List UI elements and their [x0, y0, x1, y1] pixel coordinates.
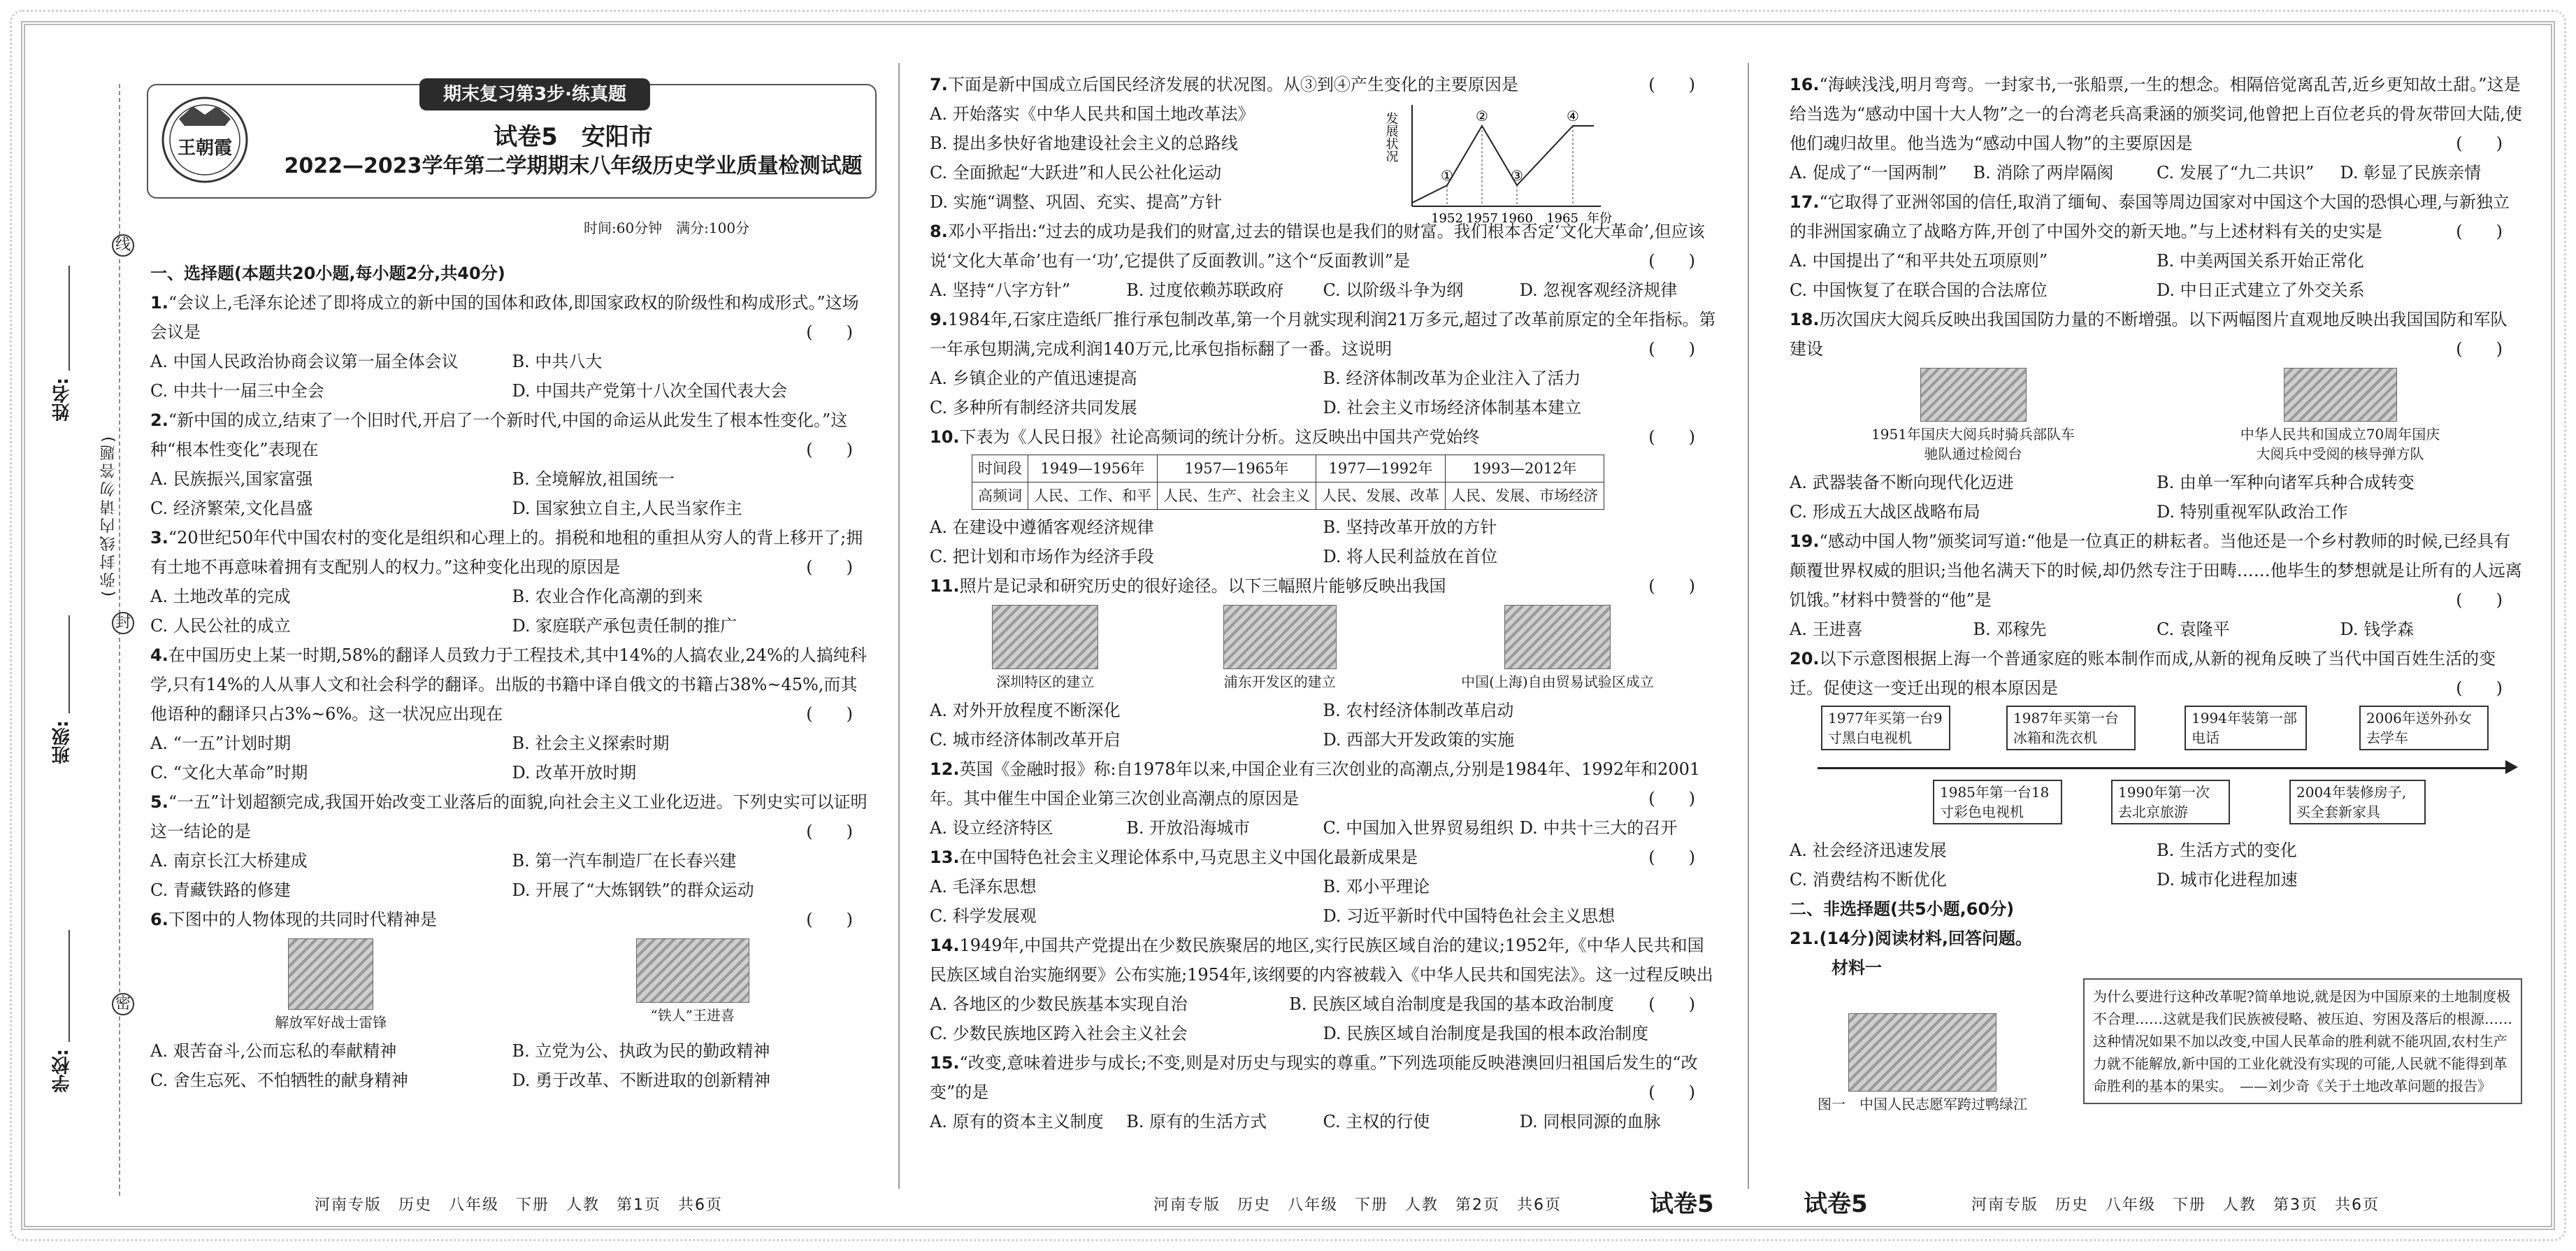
chart-point: ②: [1476, 108, 1488, 124]
option[interactable]: D. 开展了“大炼钢铁”的群众运动: [512, 880, 754, 900]
option[interactable]: B. 邓小平理论: [1323, 877, 1430, 896]
photo-wang-jinxi: “铁人”王进喜: [636, 938, 749, 1032]
option[interactable]: A. 中国人民政治协商会议第一届全体会议: [150, 352, 459, 371]
photo-parade-1951: 1951年国庆大阅兵时骑兵部队车驰队通过检阅台: [1869, 368, 2078, 464]
option[interactable]: C. 发展了“九二共识”: [2157, 163, 2315, 183]
option[interactable]: C. 以阶级斗争为纲: [1323, 280, 1464, 300]
option[interactable]: A. 乡镇企业的产值迅速提高: [930, 369, 1137, 388]
answer-slot[interactable]: ( ): [2456, 134, 2503, 153]
question-stem: 在中国历史上某一时期,58%的翻译人员致力于工程技术,其中14%的人搞农业,24%的人搞纯科学,只有14%的人从事人文和社会科学的翻译。出版的书籍中译自俄文的书籍占38%~45%,而其他语种的翻译只占3%~6%。这一状况应出现在: [150, 645, 867, 724]
timeline-event: 1990年第一次去北京旅游: [2111, 780, 2230, 824]
option[interactable]: C. 中国恢复了在联合国的合法席位: [1790, 280, 2048, 300]
question-stem: 1949年,中国共产党提出在少数民族聚居的地区,实行民族区域自治的建议;1952年,《中华人民共和国民族区域自治实施纲要》公布实施;1954年,该纲要的内容被载入《中华人民共和国宪法》。这一过程反映出: [930, 936, 1713, 985]
question-stem: 照片是记录和研究历史的很好途径。以下三幅照片能够反映出我国: [959, 576, 1446, 596]
question-20: 20.以下示意图根据上海一个普通家庭的账本制作而成,从新的视角反映了当代中国百姓生活的变迁。促使这一变迁出现的根本原因是 ( ) 1977年买第一台9寸黑白电视机 1985年第一台18寸彩色电视机 1987年买第一台冰箱和洗衣机 1990年第一次去北京旅游 1994年装第一部电话 2004年装修房子,买全套新家具 2006年送外孙女去学车 A. 社会经济迅速发展 B. 生活方式的变化 C. 消费结构不断优化 D. 城市化进程加速: [1790, 644, 2524, 894]
question-6: [150, 905, 874, 1095]
chart-xlabel: 年份: [1587, 211, 1612, 226]
frequency-table: 时间段 1949—1956年 1957—1965年 1977—1992年 1993—2012年 高频词 人民、工作、和平 人民、生产、社会主义 人民、发展、改革 人民、发展、市场经济: [972, 455, 1604, 510]
class-label: 班级:: [52, 720, 73, 764]
seal-mark: 线: [112, 234, 134, 257]
question-18: 18.历次国庆大阅兵反映出我国国防力量的不断增强。以下两幅图片直观地反映出我国国防和军队建设 ( ) 1951年国庆大阅兵时骑兵部队车驰队通过检阅台 中华人民共和国成立70周年国庆大阅兵中受阅的核导弹方队 A. 武器装备不断向现代化迈进 B. 由单一军种向诸军兵种合成转变 C. 形成五大战区战略布局 D. 特别重视军队政治工作: [1790, 305, 2524, 527]
exam-subtitle: 2022—2023学年第二学期期末八年级历史学业质量检测试题: [284, 154, 863, 178]
option[interactable]: A. 各地区的少数民族基本实现自治: [930, 994, 1188, 1014]
question-stem: 邓小平指出:“过去的成功是我们的财富,过去的错误也是我们的财富。我们根本否定‘文化大革命’,但应该说‘文化大革命’也有一‘功’,它提供了反面教训。”这个“反面教训”是: [930, 222, 1705, 271]
question-5: [150, 787, 874, 905]
option[interactable]: B. 由单一军种向诸军兵种合成转变: [2157, 473, 2415, 492]
question-17: 17.“它取得了亚洲邻国的信任,取消了缅甸、泰国等周边国家对中国这个大国的恐惧心理,与新独立的非洲国家确立了战略方阵,开创了中国外交的新天地。”与上述材料有关的史实是 ( ) A. 中国提出了“和平共处五项原则” B. 中美两国关系开始正常化 C. 中国恢复了在联合国的合法席位 D. 中日正式建立了外交关系: [1790, 187, 2524, 305]
material-quote: 为什么要进行这种改革呢?简单地说,就是因为中国原来的土地制度极不合理……这就是我们民族被侵略、被压迫、穷困及落后的根源……这种情况如果不加以改变,中国人民革命的胜利就不能巩固,农村生产力就不能解放,新中国的工业化就没有实现的可能,人民就不能得到革命胜利的基本的果实。 ——刘少奇《关于土地改革问题的报告》: [2083, 978, 2522, 1104]
timeline-event: 1994年装第一部电话: [2185, 706, 2307, 750]
question-2: [150, 406, 874, 523]
photo-parade-2019: 中华人民共和国成立70周年国庆大阅兵中受阅的核导弹方队: [2236, 368, 2445, 464]
question-number: 3.: [150, 528, 168, 548]
answer-slot[interactable]: ( ): [1648, 576, 1695, 596]
option[interactable]: A. 原有的资本主义制度: [930, 1112, 1104, 1131]
question-stem: “新中国的成立,结束了一个旧时代,开启了一个新时代,中国的命运从此发生了根本性变化。”这种“根本性变化”表现在: [150, 410, 848, 459]
question-number: 2.: [150, 410, 168, 430]
answer-slot[interactable]: ( ): [1648, 427, 1695, 447]
option[interactable]: B. 邓稼先: [1973, 620, 2047, 639]
question-stem: 下表为《人民日报》社论高频词的统计分析。这反映出中国共产党始终: [959, 427, 1480, 447]
answer-slot[interactable]: ( ): [806, 557, 853, 577]
answer-slot[interactable]: ( ): [806, 910, 853, 929]
option[interactable]: A. “一五”计划时期: [150, 734, 292, 753]
answer-slot[interactable]: ( ): [1648, 789, 1695, 808]
option[interactable]: C. 形成五大战区战略布局: [1790, 502, 1980, 522]
option[interactable]: D. 中共十三大的召开: [1519, 818, 1678, 838]
question-13: 13.在中国特色社会主义理论体系中,马克思主义中国化最新成果是 ( ) A. 毛泽东思想 B. 邓小平理论 C. 科学发展观 D. 习近平新时代中国特色社会主义思想: [930, 843, 1716, 931]
option[interactable]: C. 舍生忘死、不怕牺牲的献身精神: [150, 1071, 408, 1090]
page-footer: 河南专版 历史 八年级 下册 人教 第1页 共6页: [315, 1196, 723, 1214]
answer-slot[interactable]: ( ): [1648, 1082, 1695, 1102]
chart-tick: 1960: [1501, 211, 1533, 226]
chart-point: ③: [1511, 167, 1523, 184]
chart-tick: 1957: [1466, 211, 1498, 226]
question-stem: “会议上,毛泽东论述了即将成立的新中国的国体和政体,即国家政权的阶级性和构成形式。”这场会议是: [150, 293, 859, 342]
option[interactable]: D. 勇于改革、不断进取的创新精神: [512, 1071, 771, 1090]
option[interactable]: B. 提出多快好省地建设社会主义的总路线: [930, 134, 1238, 153]
question-8: 8.邓小平指出:“过去的成功是我们的财富,过去的错误也是我们的财富。我们根本否定‘文化大革命’,但应该说‘文化大革命’也有一‘功’,它提供了反面教训。”这个“反面教训”是 ( ) A. 坚持“八字方针” B. 过度依赖苏联政府 C. 以阶级斗争为纲 D. 忽视客观经济规律: [930, 217, 1716, 305]
option[interactable]: B. 过度依赖苏联政府: [1126, 280, 1284, 300]
page-footer: 河南专版 历史 八年级 下册 人教 第2页 共6页: [1153, 1196, 1562, 1214]
option[interactable]: A. 王进喜: [1790, 620, 1863, 639]
question-11: 11.照片是记录和研究历史的很好途径。以下三幅照片能够反映出我国 ( ) 深圳特区的建立 浦东开发区的建立 中国(上海)自由贸易试验区成立 A. 对外开放程度不断深化 B. 农村经济体制改革启动 C. 城市经济体制改革开启 D. 西部大开发政策的实施: [930, 571, 1716, 755]
answer-slot[interactable]: ( ): [2456, 678, 2503, 698]
option[interactable]: A. 开始落实《中华人民共和国土地改革法》: [930, 104, 1255, 124]
chart-tick: 1952: [1431, 211, 1463, 226]
answer-slot[interactable]: ( ): [1648, 251, 1695, 271]
question-3: [150, 523, 874, 641]
option[interactable]: D. 中日正式建立了外交关系: [2157, 280, 2365, 300]
school-blank[interactable]: [69, 930, 70, 1042]
option[interactable]: D. 同根同源的血脉: [1519, 1112, 1661, 1131]
answer-slot[interactable]: ( ): [806, 822, 853, 841]
option[interactable]: C. 中国加入世界贸易组织: [1323, 818, 1514, 838]
option[interactable]: A. 毛泽东思想: [930, 877, 1037, 896]
question-stem: 在中国特色社会主义理论体系中,马克思主义中国化最新成果是: [959, 848, 1418, 867]
page-footer: 河南专版 历史 八年级 下册 人教 第3页 共6页: [1971, 1196, 2380, 1214]
column-2: [930, 70, 1716, 1136]
section-heading: 一、选择题(本题共20小题,每小题2分,共40分): [150, 264, 505, 283]
question-stem: “一五”计划超额完成,我国开始改变工业落后的面貌,向社会主义工业化迈进。下列史实可以证明这一结论的是: [150, 792, 868, 841]
paper-tag: 试卷5: [1804, 1190, 1868, 1218]
chart-point: ①: [1441, 167, 1453, 184]
option[interactable]: B. 经济体制改革为企业注入了活力: [1323, 369, 1581, 388]
question-stem: 以下示意图根据上海一个普通家庭的账本制作而成,从新的视角反映了当代中国百姓生活的变迁。促使这一变迁出现的根本原因是: [1790, 649, 2496, 698]
option[interactable]: C. 消费结构不断优化: [1790, 870, 1947, 889]
answer-slot[interactable]: ( ): [1648, 994, 1695, 1014]
answer-slot[interactable]: ( ): [1648, 339, 1695, 359]
question-stem: 英国《金融时报》称:自1978年以来,中国企业有三次创业的高潮点,分别是1984年、1992年和2001年。其中催生中国企业第三次创业高潮点的原因是: [930, 759, 1701, 808]
option[interactable]: D. 城市化进程加速: [2157, 870, 2298, 889]
option[interactable]: C. 科学发展观: [930, 906, 1037, 926]
section-2: [1790, 894, 2524, 1113]
seal-mark: 封: [112, 612, 134, 634]
question-7: 7.下面是新中国成立后国民经济发展的状况图。从③到④产生变化的主要原因是 ( ) A. 开始落实《中华人民共和国土地改革法》 B. 提出多快好省地建设社会主义的总路线 C. 全面掀起“大跃进”和人民公社化运动 D. 实施“调整、巩固、充实、提高”方针 发展状况 ① ② ③ ④ 1952 1957 1960 1965 年份: [930, 70, 1716, 217]
paper-tag: 试卷5: [1650, 1190, 1714, 1218]
column-3: [1790, 70, 2524, 1113]
option[interactable]: B. 生活方式的变化: [2157, 841, 2297, 860]
option[interactable]: A. 坚持“八字方针”: [930, 280, 1071, 300]
question-9: 9.1984年,石家庄造纸厂推行承包制改革,第一个月就实现利润21万多元,超过了改革前原定的全年指标。第一年承包期满,完成利润140万元,比承包指标翻了一番。这说明 ( ) A. 乡镇企业的产值迅速提高 B. 经济体制改革为企业注入了活力 C. 多种所有制经济共同发展 D. 社会主义市场经济体制基本建立: [930, 305, 1716, 422]
question-stem: 1984年,石家庄造纸厂推行承包制改革,第一个月就实现利润21万多元,超过了改革前原定的全年指标。第一年承包期满,完成利润140万元,比承包指标翻了一番。这说明: [930, 310, 1716, 359]
question-stem: “改变,意味着进步与成长;不变,则是对历史与现实的尊重。”下列选项能反映港澳回归祖国后发生的“改变”的是: [930, 1053, 1698, 1102]
column-1: [150, 259, 874, 1095]
household-timeline: [1790, 703, 2524, 836]
option[interactable]: D. 特别重视军队政治工作: [2157, 502, 2348, 522]
option[interactable]: D. 国家独立自主,人民当家作主: [512, 499, 742, 518]
economy-chart: [1383, 98, 1615, 227]
option[interactable]: A. 在建设中遵循客观经济规律: [930, 517, 1154, 537]
option[interactable]: B. 中美两国关系开始正常化: [2157, 251, 2364, 271]
option[interactable]: A. 武器装备不断向现代化迈进: [1790, 473, 2014, 492]
option[interactable]: C. 人民公社的成立: [150, 616, 291, 636]
chart-ylabel: 发展状况: [1383, 112, 1399, 162]
option[interactable]: B. 原有的生活方式: [1126, 1112, 1267, 1131]
question-stem: “感动中国人物”颁奖词写道:“他是一位真正的耕耘者。当他还是一个乡村教师的时候,已经具有颠覆世界权威的胆识;当他名满天下的时候,却仍然专注于田畴……他毕生的梦想就是让所有的人远离饥饿。”材料中赞誉的“他”是: [1790, 531, 2522, 610]
question-16: 16.“海峡浅浅,明月弯弯。一封家书,一张船票,一生的想念。相隔倍觉离乱苦,近乡更知故土甜。”这是给当选为“感动中国十大人物”之一的台湾老兵高秉涵的颁奖词,他曾把上百位老兵的骨灰带回大陆,使他们魂归故里。他当选为“感动中国人物”的主要原因是 ( ) A. 促成了“一国两制” B. 消除了两岸隔阂 C. 发展了“九二共识” D. 彰显了民族亲情: [1790, 70, 2524, 187]
option[interactable]: C. 袁隆平: [2157, 620, 2230, 639]
question-stem: “它取得了亚洲邻国的信任,取消了缅甸、泰国等周边国家对中国这个大国的恐惧心理,与新独立的非洲国家确立了战略方阵,开创了中国外交的新天地。”与上述材料有关的史实是: [1790, 192, 2510, 241]
question-number: 5.: [150, 792, 168, 812]
option[interactable]: D. 中国共产党第十八次全国代表大会: [512, 381, 788, 401]
question-10: 10.下表为《人民日报》社论高频词的统计分析。这反映出中国共产党始终 ( ) 时间段 1949—1956年 1957—1965年 1977—1992年 1993—2012年 高频词 人民、工作、和平 人民、生产、社会主义 人民、发展、改革 人民、发展、市场经济 A. 在建设中遵循客观经济规律 B. 坚持改革开放的方针 C. 把计划和市场作为经济手段 D. 将人民利益放在首位: [930, 422, 1716, 571]
option[interactable]: C. 城市经济体制改革开启: [930, 730, 1121, 750]
option[interactable]: B. 社会主义探索时期: [512, 734, 670, 753]
option[interactable]: A. 艰苦奋斗,公而忘私的奉献精神: [150, 1041, 397, 1061]
question-4: [150, 641, 874, 787]
class-blank[interactable]: [69, 615, 70, 713]
option[interactable]: A. 设立经济特区: [930, 818, 1053, 838]
question-21: 21.(14分)阅读材料,回答问题。: [1790, 929, 2032, 948]
question-stem: “海峡浅浅,明月弯弯。一封家书,一张船票,一生的想念。相隔倍觉离乱苦,近乡更知故土甜。”这是给当选为“感动中国十大人物”之一的台湾老兵高秉涵的颁奖词,他曾把上百位老兵的骨灰带回大陆,使他们魂归故里。他当选为“感动中国人物”的主要原因是: [1790, 75, 2522, 153]
option[interactable]: A. 中国提出了“和平共处五项原则”: [1790, 251, 2048, 271]
publisher-logo: [158, 91, 252, 189]
section-heading: 二、非选择题(共5小题,60分): [1790, 899, 2015, 919]
option[interactable]: C. 多种所有制经济共同发展: [930, 398, 1137, 417]
option[interactable]: B. 民族区域自治制度是我国的基本政治制度: [1289, 994, 1615, 1014]
photo-shanghai-ftz: 中国(上海)自由贸易试验区成立: [1461, 605, 1654, 692]
option[interactable]: A. 土地改革的完成: [150, 587, 291, 606]
seal-mark: 密: [112, 993, 134, 1015]
option[interactable]: D. 彰显了民族亲情: [2340, 163, 2482, 183]
option[interactable]: B. 第一汽车制造厂在长春兴建: [512, 851, 737, 871]
exam-title: 试卷5 安阳市: [494, 123, 653, 151]
chart-tick: 1965: [1546, 211, 1578, 226]
answer-slot[interactable]: ( ): [2456, 222, 2503, 241]
timeline-event: 1987年买第一台冰箱和洗衣机: [2006, 706, 2136, 750]
photo-pudong: 浦东开发区的建立: [1223, 605, 1337, 692]
option[interactable]: D. 家庭联产承包责任制的推广: [512, 616, 737, 636]
material-label: 材料一: [1832, 957, 1882, 978]
option[interactable]: D. 将人民利益放在首位: [1323, 547, 1498, 566]
option[interactable]: D. 钱学森: [2340, 620, 2415, 639]
answer-slot[interactable]: ( ): [2456, 590, 2503, 610]
answer-slot[interactable]: ( ): [806, 704, 853, 724]
name-label: 姓名:: [52, 378, 73, 422]
option[interactable]: D. 习近平新时代中国特色社会主义思想: [1323, 906, 1616, 926]
chart-point: ④: [1567, 108, 1579, 124]
time-info: 时间:60分钟 满分:100分: [584, 220, 750, 236]
column-divider: [898, 63, 900, 1189]
option[interactable]: B. 中共八大: [512, 352, 603, 371]
option[interactable]: C. “文化大革命”时期: [150, 763, 308, 782]
question-19: 19.“感动中国人物”颁奖词写道:“他是一位真正的耕耘者。当他还是一个乡村教师的时候,已经具有颠覆世界权威的胆识;当他名满天下的时候,却仍然专注于田畴……他毕生的梦想就是让所有的人远离饥饿。”材料中赞誉的“他”是 ( ) A. 王进喜 B. 邓稼先 C. 袁隆平 D. 钱学森: [1790, 527, 2524, 644]
option[interactable]: C. 少数民族地区跨入社会主义社会: [930, 1024, 1188, 1043]
answer-slot[interactable]: ( ): [1648, 848, 1695, 867]
answer-slot[interactable]: ( ): [806, 322, 853, 342]
answer-slot[interactable]: ( ): [2456, 339, 2503, 359]
option[interactable]: B. 农业合作化高潮的到来: [512, 587, 703, 606]
timeline-event: 1977年买第一台9寸黑白电视机: [1821, 706, 1950, 750]
review-badge: 期末复习第3步·练真题: [419, 78, 650, 110]
option[interactable]: D. 改革开放时期: [512, 763, 637, 782]
option[interactable]: C. 经济繁荣,文化昌盛: [150, 499, 313, 518]
photo-volunteers: 图一 中国人民志愿军跨过鸭绿江: [1818, 1013, 2027, 1114]
column-divider: [1748, 63, 1749, 1189]
question-12: 12.英国《金融时报》称:自1978年以来,中国企业有三次创业的高潮点,分别是1984年、1992年和2001年。其中催生中国企业第三次创业高潮点的原因是 ( ) A. 设立经济特区 B. 开放沿海城市 C. 中国加入世界贸易组织 D. 中共十三大的召开: [930, 755, 1716, 843]
option[interactable]: B. 全境解放,祖国统一: [512, 469, 675, 489]
option[interactable]: D. 社会主义市场经济体制基本建立: [1323, 398, 1582, 417]
photo-shenzhen: 深圳特区的建立: [992, 605, 1098, 692]
question-15: 15.“改变,意味着进步与成长;不变,则是对历史与现实的尊重。”下列选项能反映港澳回归祖国后发生的“改变”的是 ( ) A. 原有的资本主义制度 B. 原有的生活方式 C. 主权的行使 D. 同根同源的血脉: [930, 1048, 1716, 1136]
option[interactable]: B. 消除了两岸隔阂: [1973, 163, 2114, 183]
question-14: 14.1949年,中国共产党提出在少数民族聚居的地区,实行民族区域自治的建议;1952年,《中华人民共和国民族区域自治实施纲要》公布实施;1954年,该纲要的内容被载入《中华人民共和国宪法》。这一过程反映出 ( ) A. 各地区的少数民族基本实现自治 B. 民族区域自治制度是我国的基本政治制度 C. 少数民族地区跨入社会主义社会 D. 民族区域自治制度是我国的根本政治制度: [930, 931, 1716, 1048]
option[interactable]: D. 忽视客观经济规律: [1519, 280, 1678, 300]
option[interactable]: A. 民族振兴,国家富强: [150, 469, 313, 489]
option[interactable]: B. 农村经济体制改革启动: [1323, 701, 1514, 720]
option[interactable]: A. 南京长江大桥建成: [150, 851, 308, 871]
timeline-event: 1985年第一台18寸彩色电视机: [1933, 780, 2062, 824]
option[interactable]: D. 实施“调整、巩固、充实、提高”方针: [930, 192, 1223, 212]
svg-text:王朝霞: 王朝霞: [177, 138, 233, 159]
question-stem: 下面是新中国成立后国民经济发展的状况图。从③到④产生变化的主要原因是: [947, 75, 1518, 94]
name-blank[interactable]: [69, 266, 70, 371]
option[interactable]: B. 开放沿海城市: [1126, 818, 1251, 838]
answer-slot[interactable]: ( ): [806, 440, 853, 459]
option[interactable]: B. 立党为公、执政为民的勤政精神: [512, 1041, 770, 1061]
timeline-event: 2006年送外孙女去学车: [2359, 706, 2489, 750]
answer-slot[interactable]: ( ): [1648, 75, 1695, 94]
option[interactable]: C. 全面掀起“大跃进”和人民公社化运动: [930, 163, 1222, 183]
option[interactable]: C. 主权的行使: [1323, 1112, 1430, 1131]
option[interactable]: D. 西部大开发政策的实施: [1323, 730, 1515, 750]
timeline-event: 2004年装修房子,买全套新家具: [2289, 780, 2426, 824]
photo-lei-feng: 解放军好战士雷锋: [275, 938, 387, 1032]
school-label: 学校:: [52, 1049, 73, 1093]
question-number: 1.: [150, 293, 168, 313]
question-stem: 下图中的人物体现的共同时代精神是: [168, 910, 437, 929]
question-stem: 历次国庆大阅兵反映出我国国防力量的不断增强。以下两幅图片直观地反映出我国国防和军队建设: [1790, 310, 2507, 359]
option[interactable]: C. 青藏铁路的修建: [150, 880, 291, 900]
option[interactable]: C. 把计划和市场作为经济手段: [930, 547, 1154, 566]
option[interactable]: A. 对外开放程度不断深化: [930, 701, 1121, 720]
seal-note: (弥封线内请勿答题): [100, 434, 117, 597]
option[interactable]: B. 坚持改革开放的方针: [1323, 517, 1497, 537]
option[interactable]: D. 民族区域自治制度是我国的根本政治制度: [1323, 1024, 1649, 1043]
option[interactable]: A. 社会经济迅速发展: [1790, 841, 1947, 860]
question-number: 6.: [150, 910, 168, 929]
option[interactable]: A. 促成了“一国两制”: [1790, 163, 1948, 183]
question-stem: “20世纪50年代中国农村的变化是组织和心理上的。捐税和地租的重担从穷人的背上移开了;拥有土地不再意味着拥有支配别人的权力。”这种变化出现的原因是: [150, 528, 863, 577]
option[interactable]: C. 中共十一届三中全会: [150, 381, 324, 401]
question-number: 4.: [150, 645, 168, 665]
question-1: [150, 288, 874, 406]
